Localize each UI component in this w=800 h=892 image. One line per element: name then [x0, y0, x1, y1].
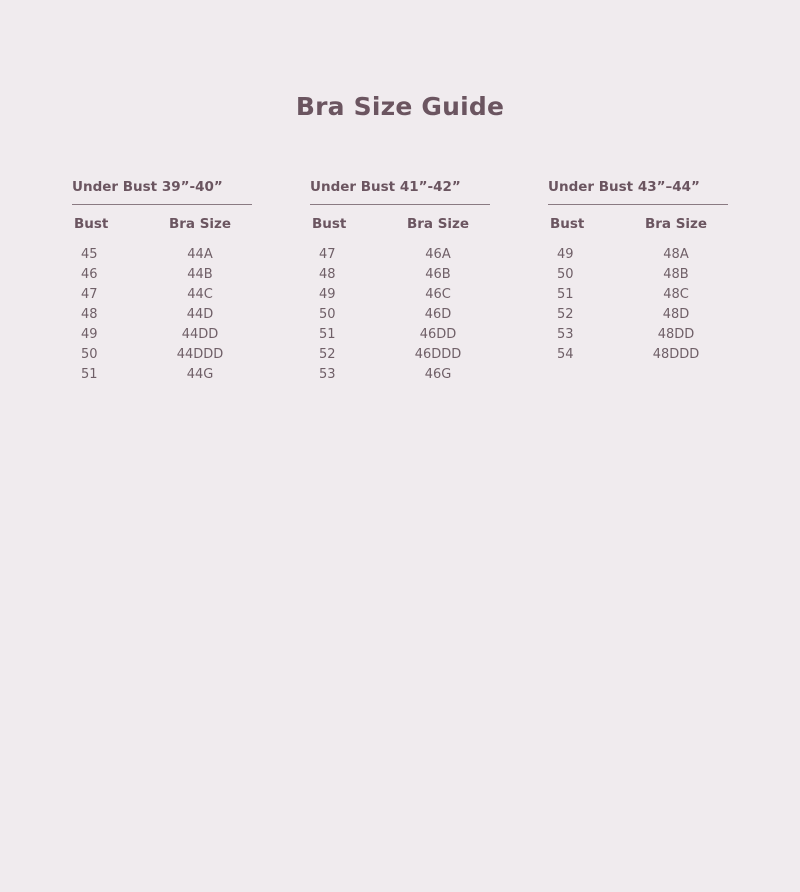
cell-bra-size: 44DDD — [176, 346, 224, 362]
page-title: Bra Size Guide — [295, 92, 505, 121]
table-row — [548, 264, 728, 284]
cell-bust: 53 — [319, 366, 336, 382]
cell-bra-size: 44A — [187, 246, 213, 262]
cell-bra-size: 46DD — [419, 326, 457, 342]
table-row — [72, 344, 252, 364]
cell-bust: 49 — [319, 286, 336, 302]
cell-bust: 48 — [81, 306, 98, 322]
table-row — [72, 264, 252, 284]
table-row — [310, 264, 490, 284]
table-column-headers — [548, 205, 728, 244]
size-tables-container — [0, 179, 800, 384]
table-row — [310, 344, 490, 364]
cell-bust: 50 — [557, 266, 574, 282]
column-header-bust: Bust — [312, 216, 347, 232]
cell-bust: 47 — [81, 286, 98, 302]
table-heading: Under Bust 39”-40” — [72, 179, 252, 205]
table-heading: Under Bust 43”–44” — [548, 179, 728, 205]
size-guide-page — [0, 92, 800, 892]
cell-bra-size: 46B — [425, 266, 451, 282]
table-row — [72, 364, 252, 384]
cell-bust: 50 — [81, 346, 98, 362]
cell-bra-size: 46DDD — [414, 346, 462, 362]
cell-bust: 51 — [81, 366, 98, 382]
cell-bra-size: 44C — [187, 286, 213, 302]
table-row — [310, 324, 490, 344]
cell-bust: 52 — [557, 306, 574, 322]
cell-bust: 50 — [319, 306, 336, 322]
cell-bra-size: 44DD — [181, 326, 219, 342]
cell-bra-size: 46G — [424, 366, 452, 382]
column-header-bra-size: Bra Size — [644, 216, 708, 232]
cell-bust: 47 — [319, 246, 336, 262]
cell-bust: 48 — [319, 266, 336, 282]
table-row — [310, 364, 490, 384]
table-row — [310, 244, 490, 264]
cell-bra-size: 48A — [663, 246, 689, 262]
size-table-1 — [72, 179, 252, 384]
table-row — [72, 324, 252, 344]
table-row — [72, 284, 252, 304]
column-header-bust: Bust — [550, 216, 585, 232]
cell-bra-size: 48DDD — [652, 346, 700, 362]
column-header-bust: Bust — [74, 216, 109, 232]
cell-bra-size: 44G — [186, 366, 214, 382]
table-row — [310, 304, 490, 324]
cell-bra-size: 48D — [662, 306, 690, 322]
cell-bra-size: 48B — [663, 266, 689, 282]
cell-bust: 49 — [557, 246, 574, 262]
cell-bust: 51 — [557, 286, 574, 302]
table-column-headers — [72, 205, 252, 244]
table-row — [548, 344, 728, 364]
cell-bra-size: 44B — [187, 266, 213, 282]
table-row — [310, 284, 490, 304]
cell-bust: 49 — [81, 326, 98, 342]
cell-bra-size: 46A — [425, 246, 451, 262]
table-row — [548, 244, 728, 264]
size-table-3 — [548, 179, 728, 384]
cell-bra-size: 48C — [663, 286, 689, 302]
table-row — [548, 304, 728, 324]
cell-bust: 54 — [557, 346, 574, 362]
table-heading: Under Bust 41”-42” — [310, 179, 490, 205]
column-header-bra-size: Bra Size — [406, 216, 470, 232]
cell-bra-size: 48DD — [657, 326, 695, 342]
cell-bust: 45 — [81, 246, 98, 262]
size-table-2 — [310, 179, 490, 384]
cell-bust: 46 — [81, 266, 98, 282]
table-column-headers — [310, 205, 490, 244]
table-row — [548, 324, 728, 344]
table-row — [72, 244, 252, 264]
column-header-bra-size: Bra Size — [168, 216, 232, 232]
cell-bust: 53 — [557, 326, 574, 342]
cell-bust: 52 — [319, 346, 336, 362]
cell-bra-size: 46D — [424, 306, 452, 322]
cell-bust: 51 — [319, 326, 336, 342]
table-row — [548, 284, 728, 304]
table-row — [72, 304, 252, 324]
cell-bra-size: 46C — [425, 286, 451, 302]
cell-bra-size: 44D — [186, 306, 214, 322]
